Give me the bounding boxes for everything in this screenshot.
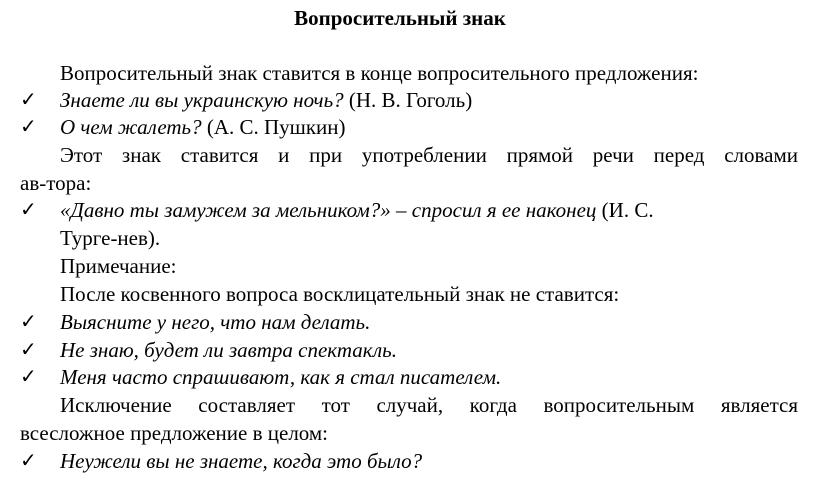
direct-speech-text-cont: ав-тора: (20, 171, 92, 195)
example-quote: Меня часто спрашивают, как я стал писателем. (60, 365, 502, 389)
exception-text: Исключение составляет тот случай, когда вопросительным является (60, 393, 798, 417)
page-title: Вопросительный знак (294, 6, 506, 30)
list-item (60, 114, 346, 140)
direct-speech-text: Этот знак ставится и при употреблении прямой речи перед словами (60, 143, 798, 167)
example-quote: «Давно ты замужем за мельником?» – спросил я ее наконец (60, 198, 597, 222)
example-quote: Не знаю, будет ли завтра спектакль. (60, 338, 397, 362)
example-author: (Н. В. Гоголь) (343, 88, 473, 112)
list-item (60, 364, 501, 390)
example-quote: Знаете ли вы украинскую ночь? (60, 88, 344, 112)
checkmark-icon: ✓ (20, 311, 37, 333)
checkmark-icon: ✓ (20, 116, 37, 138)
list-item (60, 87, 472, 113)
example-author: (И. С. (596, 198, 654, 222)
exception-text-cont: всесложное предложение в целом: (20, 421, 329, 445)
example-quote: О чем жалеть? (60, 115, 202, 139)
example-quote: Неужели вы не знаете, когда это было? (60, 449, 423, 473)
list-item (60, 197, 654, 223)
example-quote: Выясните у него, что нам делать. (60, 310, 371, 334)
list-item (60, 309, 370, 335)
checkmark-icon: ✓ (20, 89, 37, 111)
example-author-cont: Турге-нев). (60, 226, 161, 250)
checkmark-icon: ✓ (20, 339, 37, 361)
intro-text: Вопросительный знак ставится в конце вопросительного предложения: (60, 61, 699, 85)
checkmark-icon: ✓ (20, 199, 37, 221)
checkmark-icon: ✓ (20, 450, 37, 472)
checkmark-icon: ✓ (20, 366, 37, 388)
list-item (60, 448, 422, 474)
note-text: После косвенного вопроса восклицательный знак не ставится: (60, 282, 620, 306)
note-label: Примечание: (60, 254, 177, 278)
list-item (60, 337, 397, 363)
example-author: (А. С. Пушкин) (201, 115, 346, 139)
